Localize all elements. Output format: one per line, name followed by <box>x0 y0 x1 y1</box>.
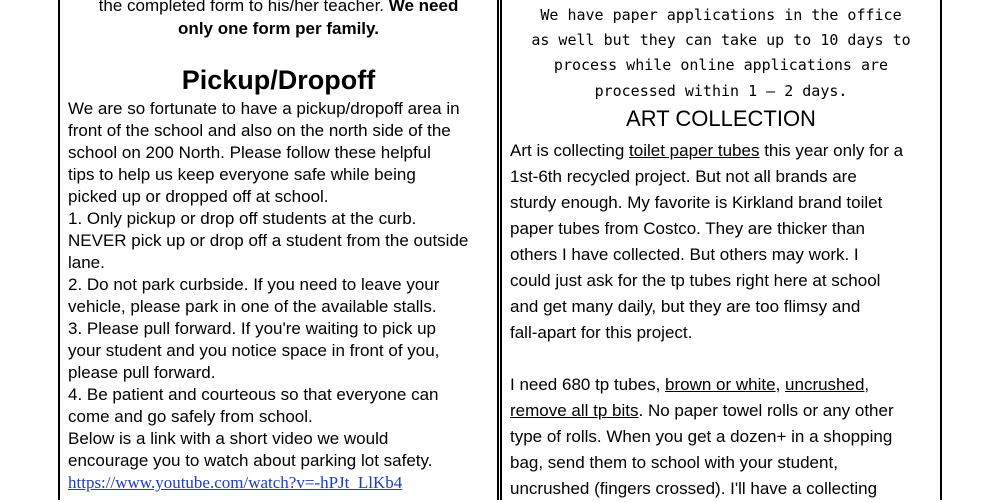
brown-or-white-emphasis: brown or white <box>665 375 776 394</box>
application-note-line: process while online applications are <box>553 56 889 74</box>
art-line: paper tubes from Costco. They are thicker than <box>510 219 865 238</box>
req-line: bag, send them to school with your student, <box>510 453 838 472</box>
tube-requirements-line-1 <box>510 372 869 398</box>
art-collection-title: ART COLLECTION <box>626 106 816 131</box>
video-intro: encourage you to watch about parking lot safety. <box>68 451 433 470</box>
art-line: 1st-6th recycled project. But not all brands are <box>510 167 857 186</box>
req-line: type of rolls. When you get a dozen+ in a shopping <box>510 427 893 446</box>
rule-3-cont: your student and you notice space in front of you, <box>68 341 440 360</box>
rule-1: 1. Only pickup or drop off students at the curb. <box>68 209 417 228</box>
rule-1-cont: lane. <box>68 253 105 272</box>
rule-2: 2. Do not park curbside. If you need to leave your <box>68 275 440 294</box>
application-note-line: as well but they can take up to 10 days to <box>531 31 911 49</box>
youtube-link[interactable]: https://www.youtube.com/watch?v=-hPJt_LlKb4 <box>68 473 403 492</box>
art-text: this year only for a <box>759 141 904 160</box>
req-text: , <box>775 375 786 394</box>
pickup-dropoff-title: Pickup/Dropoff <box>181 65 376 95</box>
toilet-paper-tubes-emphasis: toilet paper tubes <box>629 141 760 160</box>
art-text: Art is collecting <box>510 141 630 160</box>
rule-3: 3. Please pull forward. If you're waiting to pick up <box>68 319 436 338</box>
rule-3-cont: please pull forward. <box>68 363 216 382</box>
art-line: could just ask for the tp tubes right here at school <box>510 271 881 290</box>
middle-border-left <box>497 0 499 500</box>
video-link-line <box>68 473 402 493</box>
body-line: front of the school and also on the north side of the <box>68 121 451 140</box>
art-line: others I have collected. But others may work. I <box>510 245 859 264</box>
art-line: and get many daily, but they are too flimsy and <box>510 297 861 316</box>
video-intro: Below is a link with a short video we would <box>68 429 389 448</box>
uncrushed-emphasis: uncrushed <box>785 375 865 394</box>
body-line: We are so fortunate to have a pickup/dropoff area in <box>68 99 460 118</box>
right-border <box>940 0 942 500</box>
intro-text: the completed form to his/her teacher. <box>98 0 385 15</box>
art-line: fall-apart for this project. <box>510 323 693 342</box>
remove-tp-bits-emphasis: remove all tp bits <box>510 401 639 420</box>
body-line: tips to help us keep everyone safe while being <box>68 165 416 184</box>
application-note-line: processed within 1 – 2 days. <box>594 82 848 100</box>
req-text: . No paper towel rolls or any other <box>638 401 894 420</box>
body-line: picked up or dropped off at school. <box>68 187 329 206</box>
rule-1-cont: NEVER pick up or drop off a student from the outside <box>68 231 469 250</box>
rule-2-cont: vehicle, please park in one of the available stalls. <box>68 297 437 316</box>
left-column <box>60 0 497 500</box>
req-line: uncrushed (fingers crossed). I'll have a collecting <box>510 479 878 498</box>
body-line: school on 200 North. Please follow these helpful <box>68 143 431 162</box>
intro-emphasis: We need <box>384 0 459 15</box>
art-line: sturdy enough. My favorite is Kirkland brand toilet <box>510 193 883 212</box>
rule-4-cont: come and go safely from school. <box>68 407 313 426</box>
rule-4: 4. Be patient and courteous so that everyone can <box>68 385 439 404</box>
req-text: I need 680 tp tubes, <box>510 375 666 394</box>
req-text: , <box>864 375 870 394</box>
right-column <box>502 0 940 500</box>
tube-requirements-line-2 <box>510 398 894 424</box>
intro-line-1 <box>60 0 497 17</box>
intro-line-2: only one form per family. <box>178 19 379 38</box>
application-note-line: We have paper applications in the office <box>540 6 902 24</box>
art-line-1 <box>510 138 903 164</box>
